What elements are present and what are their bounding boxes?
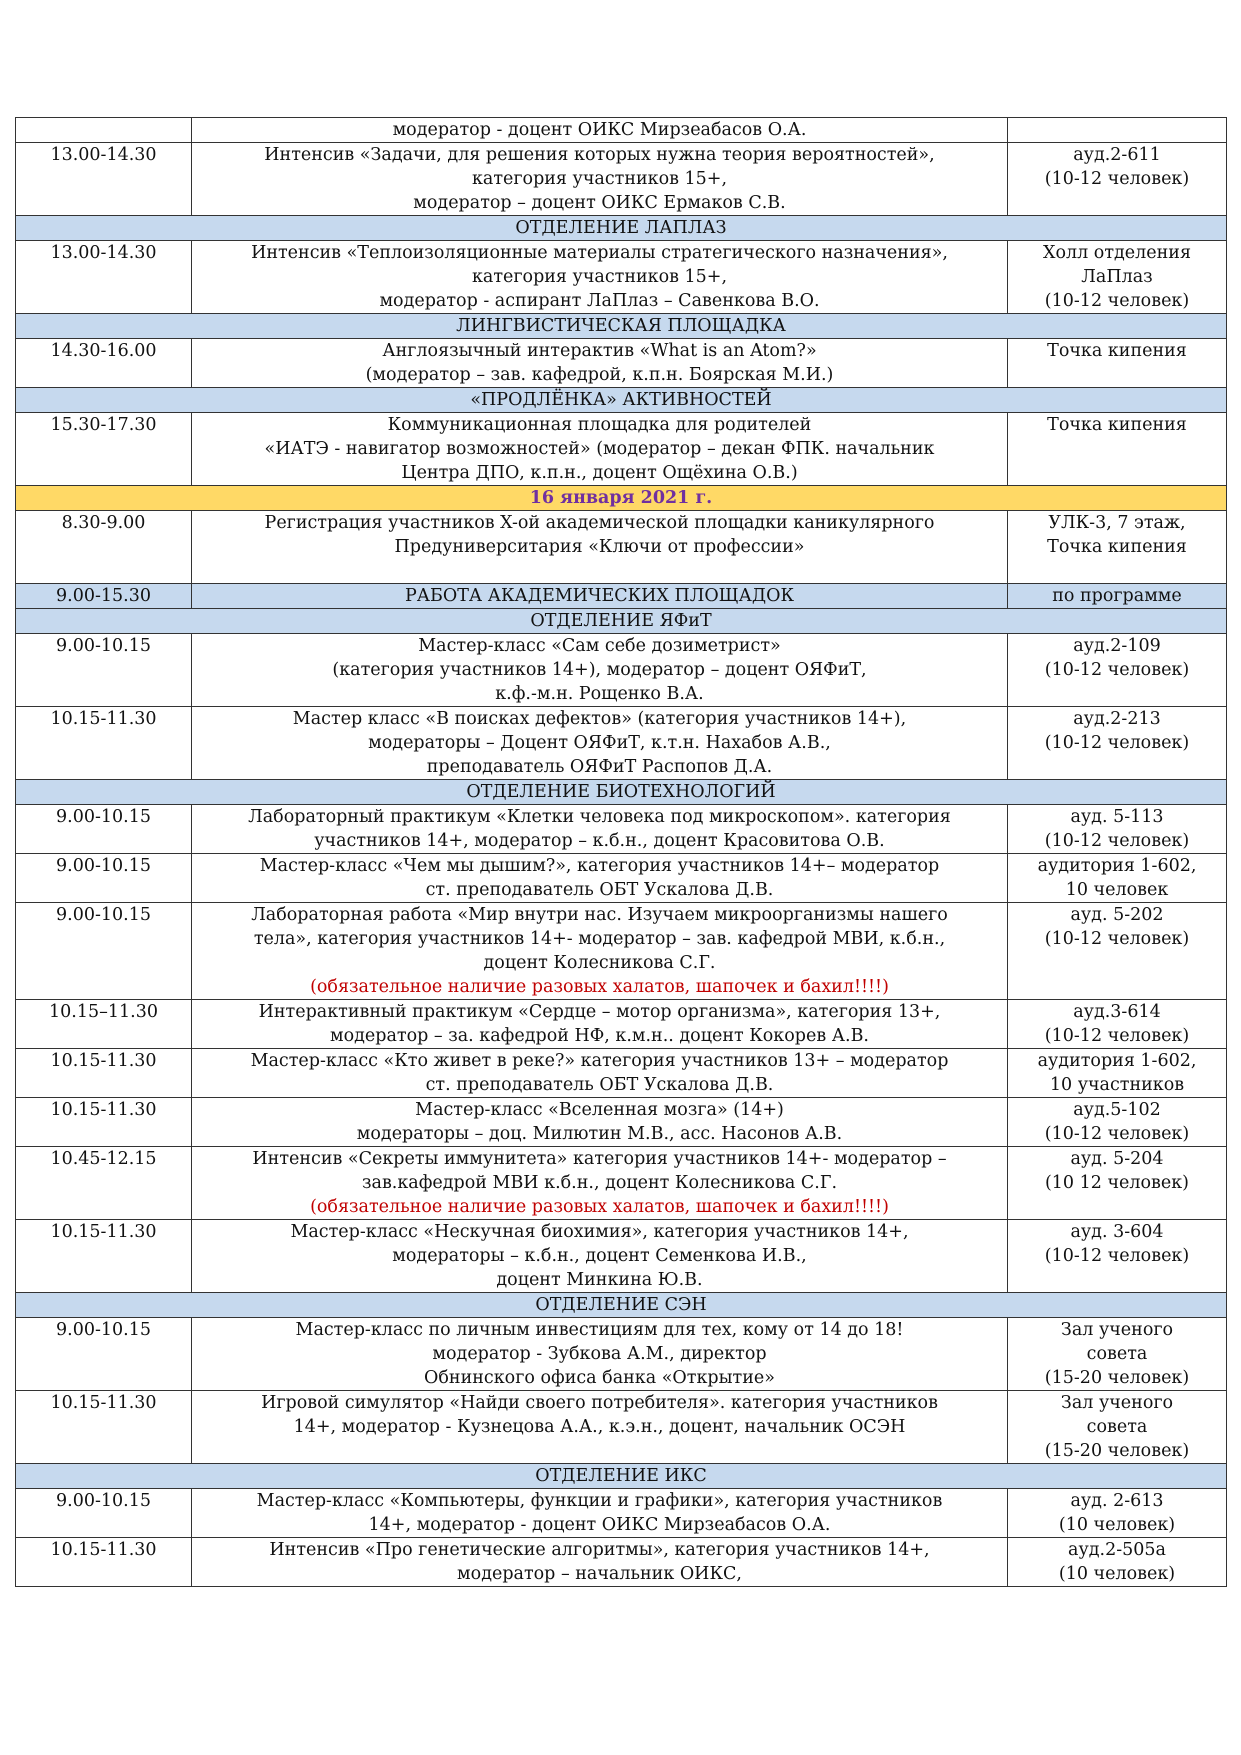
- event-line: преподаватель ОЯФиТ Распопов Д.А.: [426, 757, 773, 777]
- schedule-row: [16, 118, 1227, 143]
- location-line: (15-20 человек): [1044, 1441, 1190, 1461]
- event-cell: [192, 634, 1008, 707]
- event-line: Предуниверситария «Ключи от профессии»: [394, 537, 805, 557]
- location-cell: [1008, 707, 1227, 780]
- time-cell: [16, 118, 192, 143]
- event-line: зав.кафедрой МВИ к.б.н., доцент Колесникова С.Г.: [361, 1173, 838, 1193]
- event-line: тела», категория участников 14+- модератор – зав. кафедрой МВИ, к.б.н.,: [253, 929, 946, 949]
- event-line: доцент Минкина Ю.В.: [496, 1270, 703, 1290]
- event-line: ст. преподаватель ОБТ Ускалова Д.В.: [425, 1075, 774, 1095]
- location-line: ауд. 5-204: [1070, 1149, 1164, 1169]
- location-cell: [1008, 413, 1227, 486]
- event-line: участников 14+, модератор – к.б.н., доцент Красовитова О.В.: [314, 831, 885, 851]
- section-header-row: [16, 314, 1227, 339]
- location-line: (10 12 человек): [1044, 1173, 1190, 1193]
- section-title: «ПРОДЛЁНКА» АКТИВНОСТЕЙ: [16, 388, 1227, 413]
- event-line: модератор - аспирант ЛаПлаз – Савенкова В.О.: [379, 291, 820, 311]
- location-line: Холл отделения: [1043, 243, 1191, 263]
- location-line: Зал ученого: [1060, 1393, 1174, 1413]
- location-line: ауд.2-611: [1073, 145, 1161, 165]
- event-cell: [192, 1489, 1008, 1538]
- location-line: Зал ученого: [1060, 1320, 1174, 1340]
- location-line: Точка кипения: [1047, 341, 1187, 361]
- time-cell: 10.15-11.30: [16, 1220, 192, 1293]
- event-line: модератор – начальник ОИКС,: [457, 1564, 742, 1584]
- section-title: ОТДЕЛЕНИЕ ЛАПЛАЗ: [16, 216, 1227, 241]
- location-cell: [1008, 1538, 1227, 1587]
- event-line: модераторы – доц. Милютин М.В., асс. Насонов А.В.: [356, 1124, 843, 1144]
- event-line: Интенсив «Задачи, для решения которых нужна теория вероятностей»,: [264, 145, 935, 165]
- location-line: (10-12 человек): [1044, 660, 1190, 680]
- event-line: категория участников 15+,: [471, 267, 728, 287]
- location-line: ЛаПлаз: [1081, 267, 1153, 287]
- location-line: Точка кипения: [1047, 537, 1187, 557]
- schedule-row: [16, 1489, 1227, 1538]
- location-cell: [1008, 339, 1227, 388]
- event-line: [196, 559, 1003, 583]
- event-line: модератор - Зубкова А.М., директор: [432, 1344, 767, 1364]
- section-header-row: [16, 1293, 1227, 1318]
- time-cell: 10.15-11.30: [16, 1391, 192, 1464]
- schedule-row: [16, 1000, 1227, 1049]
- event-cell: [192, 339, 1008, 388]
- location-cell: [1008, 511, 1227, 584]
- time-cell: 13.00-14.30: [16, 143, 192, 216]
- event-line: модераторы – Доцент ОЯФиТ, к.т.н. Нахабов А.В.,: [368, 733, 831, 753]
- section-title: ОТДЕЛЕНИЕ ЯФиТ: [16, 609, 1227, 634]
- schedule-row: [16, 1220, 1227, 1293]
- location-line: (10-12 человек): [1044, 1026, 1190, 1046]
- event-line: Обнинского офиса банка «Открытие»: [424, 1368, 775, 1388]
- time-cell: 9.00-10.15: [16, 903, 192, 1000]
- event-line: РАБОТА АКАДЕМИЧЕСКИХ ПЛОЩАДОК: [404, 586, 795, 606]
- location-line: ауд.2-213: [1073, 709, 1161, 729]
- location-line: ауд.5-102: [1073, 1100, 1161, 1120]
- location-line: аудитория 1-602,: [1037, 1051, 1197, 1071]
- section-header-row: [16, 609, 1227, 634]
- schedule-row: [16, 1538, 1227, 1587]
- schedule-row: [16, 1318, 1227, 1391]
- time-cell: 10.15-11.30: [16, 707, 192, 780]
- event-line: Интенсив «Теплоизоляционные материалы стратегического назначения»,: [251, 243, 948, 263]
- location-line: ауд.3-614: [1073, 1002, 1161, 1022]
- section-header-row: [16, 216, 1227, 241]
- location-line: ауд. 2-613: [1070, 1491, 1164, 1511]
- schedule-row: [16, 1391, 1227, 1464]
- schedule-page: [15, 117, 1226, 1587]
- location-line: (15-20 человек): [1044, 1368, 1190, 1388]
- time-cell: 10.15-11.30: [16, 1538, 192, 1587]
- warning-note: (обязательное наличие разовых халатов, шапочек и бахил!!!!): [310, 1197, 889, 1217]
- schedule-row: [16, 1098, 1227, 1147]
- event-cell: [192, 413, 1008, 486]
- date-header-row: [16, 486, 1227, 511]
- location-cell: [1008, 1147, 1227, 1220]
- event-line: Мастер класс «В поисках дефектов» (категория участников 14+),: [292, 709, 907, 729]
- event-cell: [192, 1147, 1008, 1220]
- schedule-table: [15, 117, 1227, 1587]
- schedule-row: [16, 854, 1227, 903]
- schedule-row: [16, 1049, 1227, 1098]
- event-line: ст. преподаватель ОБТ Ускалова Д.В.: [425, 880, 774, 900]
- location-cell: [1008, 118, 1227, 143]
- location-line: по программе: [1052, 586, 1182, 606]
- section-title: ОТДЕЛЕНИЕ ИКС: [16, 1464, 1227, 1489]
- event-line: доцент Колесникова С.Г.: [483, 953, 716, 973]
- event-line: Мастер-класс «Вселенная мозга» (14+): [415, 1100, 784, 1120]
- event-line: (модератор – зав. кафедрой, к.п.н. Боярская М.И.): [365, 365, 834, 385]
- location-cell: [1008, 1489, 1227, 1538]
- event-cell: [192, 1220, 1008, 1293]
- event-line: Интенсив «Секреты иммунитета» категория участников 14+- модератор –: [252, 1149, 947, 1169]
- event-cell: [192, 707, 1008, 780]
- location-cell: [1008, 1098, 1227, 1147]
- event-line: Интерактивный практикум «Сердце – мотор организма», категория 13+,: [258, 1002, 941, 1022]
- location-line: ауд. 5-113: [1070, 807, 1164, 827]
- location-cell: [1008, 903, 1227, 1000]
- event-line: модераторы – к.б.н., доцент Семенкова И.В.,: [392, 1246, 807, 1266]
- section-title: ОТДЕЛЕНИЕ БИОТЕХНОЛОГИЙ: [16, 780, 1227, 805]
- location-line: (10-12 человек): [1044, 1246, 1190, 1266]
- schedule-body: [16, 118, 1227, 1587]
- event-line: Мастер-класс «Чем мы дышим?», категория участников 14+– модератор: [259, 856, 940, 876]
- event-line: 14+, модератор - доцент ОИКС Мирзеабасов О.А.: [368, 1515, 831, 1535]
- location-line: ауд.2-109: [1073, 636, 1161, 656]
- schedule-row: [16, 241, 1227, 314]
- location-line: совета: [1086, 1417, 1148, 1437]
- event-line: Игровой симулятор «Найди своего потребителя». категория участников: [261, 1393, 938, 1413]
- work-row: [16, 584, 1227, 609]
- location-line: ауд.2-505а: [1068, 1540, 1166, 1560]
- location-line: (10-12 человек): [1044, 733, 1190, 753]
- event-cell: [192, 241, 1008, 314]
- event-cell: [192, 1049, 1008, 1098]
- event-line: 14+, модератор - Кузнецова А.А., к.э.н., доцент, начальник ОСЭН: [293, 1417, 906, 1437]
- location-line: (10 человек): [1058, 1515, 1176, 1535]
- section-header-row: [16, 1464, 1227, 1489]
- section-title: ОТДЕЛЕНИЕ СЭН: [16, 1293, 1227, 1318]
- location-line: (10-12 человек): [1044, 831, 1190, 851]
- time-cell: 13.00-14.30: [16, 241, 192, 314]
- section-title: ЛИНГВИСТИЧЕСКАЯ ПЛОЩАДКА: [16, 314, 1227, 339]
- schedule-row: [16, 634, 1227, 707]
- event-line: Регистрация участников X-ой академической площадки каникулярного: [264, 513, 935, 533]
- event-line: «ИАТЭ - навигатор возможностей» (модератор – декан ФПК. начальник: [264, 439, 935, 459]
- event-line: Мастер-класс по личным инвестициям для тех, кому от 14 до 18!: [295, 1320, 904, 1340]
- location-line: (10-12 человек): [1044, 291, 1190, 311]
- location-line: ауд. 5-202: [1070, 905, 1164, 925]
- event-line: Лабораторный практикум «Клетки человека под микроскопом». категория: [248, 807, 951, 827]
- event-line: Лабораторная работа «Мир внутри нас. Изучаем микроорганизмы нашего: [251, 905, 948, 925]
- event-line: Коммуникационная площадка для родителей: [387, 415, 812, 435]
- time-cell: 14.30-16.00: [16, 339, 192, 388]
- event-line: модератор – доцент ОИКС Ермаков С.В.: [413, 193, 786, 213]
- location-line: (10-12 человек): [1044, 1124, 1190, 1144]
- location-cell: [1008, 634, 1227, 707]
- event-line: модератор – за. кафедрой НФ, к.м.н.. доцент Кокорев А.В.: [329, 1026, 869, 1046]
- location-line: 10 человек: [1065, 880, 1169, 900]
- time-cell: 10.15–11.30: [16, 1000, 192, 1049]
- section-header-row: [16, 780, 1227, 805]
- location-cell: [1008, 143, 1227, 216]
- location-line: (10-12 человек): [1044, 929, 1190, 949]
- time-cell: 15.30-17.30: [16, 413, 192, 486]
- schedule-row: [16, 903, 1227, 1000]
- time-cell: 10.15-11.30: [16, 1098, 192, 1147]
- event-cell: [192, 143, 1008, 216]
- event-line: [196, 1439, 1003, 1463]
- location-cell: [1008, 584, 1227, 609]
- event-line: (категория участников 14+), модератор – доцент ОЯФиТ,: [332, 660, 867, 680]
- location-line: (10 человек): [1058, 1564, 1176, 1584]
- location-cell: [1008, 1049, 1227, 1098]
- warning-note: (обязательное наличие разовых халатов, шапочек и бахил!!!!): [310, 977, 889, 997]
- location-cell: [1008, 1000, 1227, 1049]
- time-cell: 9.00-10.15: [16, 1318, 192, 1391]
- location-cell: [1008, 805, 1227, 854]
- event-line: Центра ДПО, к.п.н., доцент Ощёхина О.В.): [401, 463, 798, 483]
- event-line: Мастер-класс «Компьютеры, функции и графики», категория участников: [256, 1491, 943, 1511]
- location-line: (10-12 человек): [1044, 169, 1190, 189]
- time-cell: 9.00-15.30: [16, 584, 192, 609]
- event-cell: [192, 511, 1008, 584]
- schedule-row: [16, 1147, 1227, 1220]
- schedule-row: [16, 707, 1227, 780]
- location-cell: [1008, 1391, 1227, 1464]
- event-cell: [192, 584, 1008, 609]
- event-line: Англоязычный интерактив «What is an Atom?»: [382, 341, 817, 361]
- section-header-row: [16, 388, 1227, 413]
- event-cell: [192, 1098, 1008, 1147]
- event-cell: [192, 1391, 1008, 1464]
- date-title: 16 января 2021 г.: [16, 486, 1227, 511]
- schedule-row: [16, 805, 1227, 854]
- location-line: ауд. 3-604: [1070, 1222, 1164, 1242]
- event-line: Мастер-класс «Кто живет в реке?» категория участников 13+ – модератор: [250, 1051, 949, 1071]
- location-cell: [1008, 1318, 1227, 1391]
- event-cell: [192, 1000, 1008, 1049]
- event-line: Интенсив «Про генетические алгоритмы», категория участников 14+,: [269, 1540, 930, 1560]
- event-cell: [192, 118, 1008, 143]
- event-cell: [192, 854, 1008, 903]
- event-cell: [192, 1538, 1008, 1587]
- location-line: Точка кипения: [1047, 415, 1187, 435]
- location-line: УЛК-3, 7 этаж,: [1048, 513, 1186, 533]
- schedule-row: [16, 413, 1227, 486]
- location-cell: [1008, 1220, 1227, 1293]
- event-line: категория участников 15+,: [471, 169, 728, 189]
- schedule-row: [16, 511, 1227, 584]
- event-line: к.ф.-м.н. Рощенко В.А.: [495, 684, 704, 704]
- time-cell: 9.00-10.15: [16, 805, 192, 854]
- time-cell: 10.45-12.15: [16, 1147, 192, 1220]
- event-line: модератор - доцент ОИКС Мирзеабасов О.А.: [392, 120, 807, 140]
- event-cell: [192, 805, 1008, 854]
- schedule-row: [16, 143, 1227, 216]
- location-line: 10 участников: [1049, 1075, 1185, 1095]
- location-cell: [1008, 854, 1227, 903]
- event-cell: [192, 903, 1008, 1000]
- event-line: Мастер-класс «Нескучная биохимия», категория участников 14+,: [290, 1222, 909, 1242]
- event-line: Мастер-класс «Сам себе дозиметрист»: [418, 636, 781, 656]
- time-cell: 9.00-10.15: [16, 634, 192, 707]
- schedule-row: [16, 339, 1227, 388]
- location-cell: [1008, 241, 1227, 314]
- time-cell: 9.00-10.15: [16, 854, 192, 903]
- location-line: аудитория 1-602,: [1037, 856, 1197, 876]
- location-line: совета: [1086, 1344, 1148, 1364]
- time-cell: 8.30-9.00: [16, 511, 192, 584]
- time-cell: 9.00-10.15: [16, 1489, 192, 1538]
- time-cell: 10.15-11.30: [16, 1049, 192, 1098]
- event-cell: [192, 1318, 1008, 1391]
